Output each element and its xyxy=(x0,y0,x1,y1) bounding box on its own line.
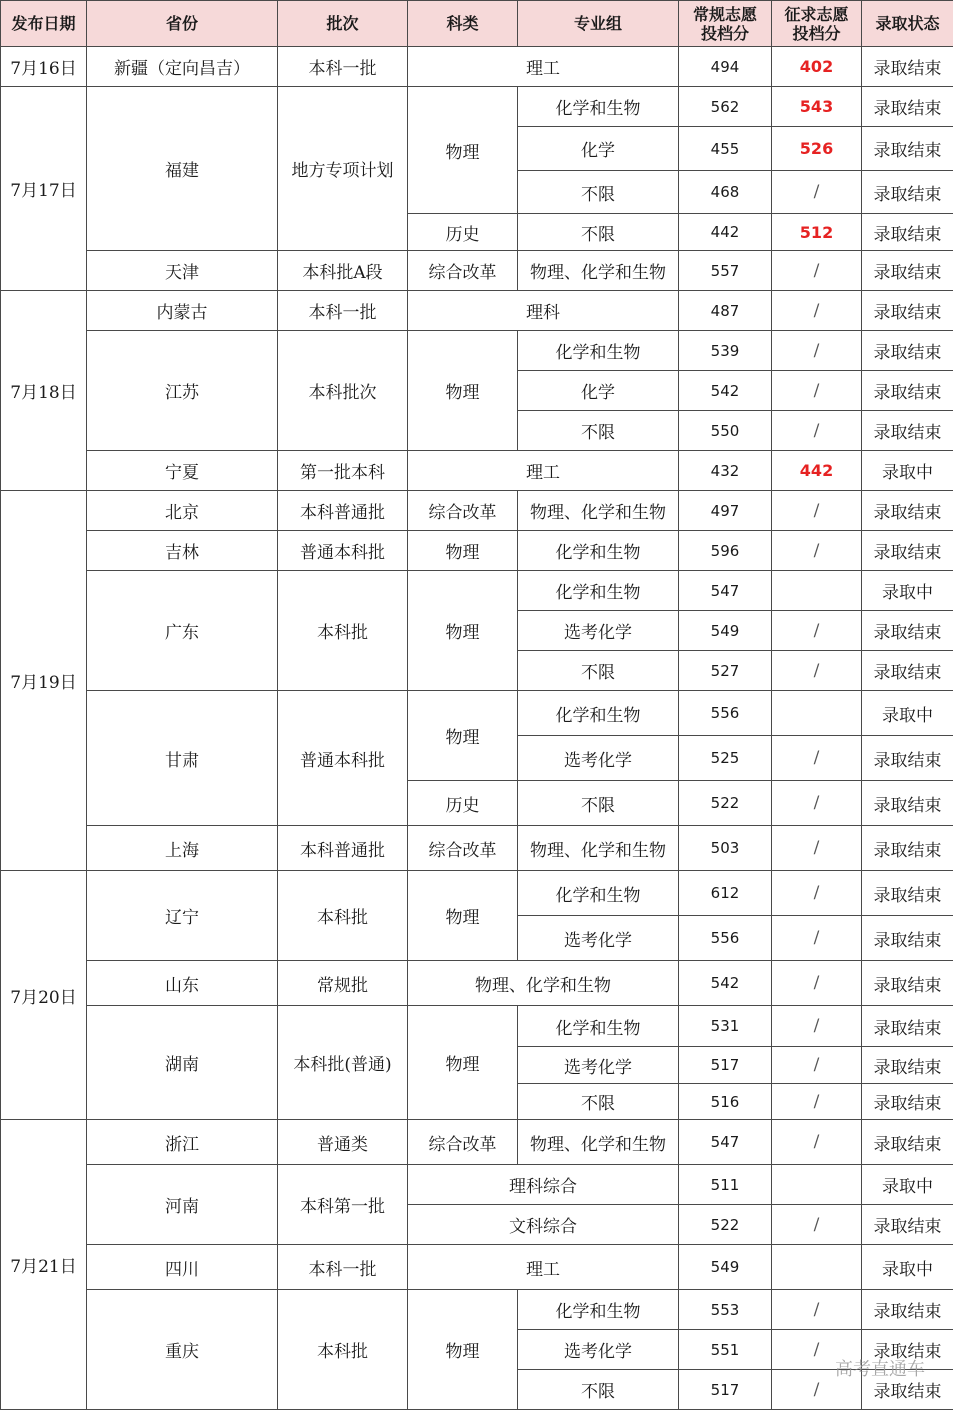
table-cell: 525 xyxy=(679,736,772,781)
table-cell: / xyxy=(772,826,862,871)
table-cell: 录取结束 xyxy=(862,1084,953,1120)
table-cell: 录取结束 xyxy=(862,1330,953,1370)
table-cell: 物理 xyxy=(408,87,518,214)
table-cell: 录取结束 xyxy=(862,781,953,826)
table-cell: 7月18日 xyxy=(1,291,87,491)
table-cell: 7月20日 xyxy=(1,871,87,1120)
table-cell: 吉林 xyxy=(87,531,278,571)
table-cell: 物理、化学和生物 xyxy=(518,826,679,871)
table-cell xyxy=(772,1165,862,1205)
table-cell: 综合改革 xyxy=(408,1120,518,1165)
table-cell: 理科综合 xyxy=(408,1165,679,1205)
table-row xyxy=(1,331,953,371)
table-cell: 本科普通批 xyxy=(278,491,408,531)
table-cell: 不限 xyxy=(518,1084,679,1120)
table-cell: 511 xyxy=(679,1165,772,1205)
table-cell: 新疆（定向昌吉） xyxy=(87,47,278,87)
table-cell: 本科批次 xyxy=(278,331,408,451)
table-cell: 不限 xyxy=(518,781,679,826)
table-cell: 7月17日 xyxy=(1,87,87,291)
table-cell: 517 xyxy=(679,1047,772,1084)
table-cell: 487 xyxy=(679,291,772,331)
table-cell: / xyxy=(772,781,862,826)
header-supp-line1: 征求志愿 xyxy=(772,5,861,24)
header-province: 省份 xyxy=(87,1,278,47)
header-subject: 科类 xyxy=(408,1,518,47)
table-cell: 录取中 xyxy=(862,691,953,736)
table-cell: 录取结束 xyxy=(862,826,953,871)
table-cell: 物理 xyxy=(408,691,518,781)
table-cell: / xyxy=(772,1047,862,1084)
table-cell: 录取结束 xyxy=(862,47,953,87)
header-regular-line1: 常规志愿 xyxy=(679,5,771,24)
table-cell: 北京 xyxy=(87,491,278,531)
table-cell: / xyxy=(772,1084,862,1120)
table-cell: 本科批 xyxy=(278,571,408,691)
table-cell: 物理 xyxy=(408,331,518,451)
table-cell: 综合改革 xyxy=(408,826,518,871)
table-cell: 551 xyxy=(679,1330,772,1370)
table-cell: 542 xyxy=(679,371,772,411)
table-cell: 517 xyxy=(679,1370,772,1410)
table-row xyxy=(1,491,953,531)
table-cell: 四川 xyxy=(87,1245,278,1290)
table-cell: 录取结束 xyxy=(862,331,953,371)
table-cell: 第一批本科 xyxy=(278,451,408,491)
table-cell: / xyxy=(772,491,862,531)
table-cell: 理科 xyxy=(408,291,679,331)
table-cell: 455 xyxy=(679,127,772,171)
table-cell: / xyxy=(772,531,862,571)
header-batch: 批次 xyxy=(278,1,408,47)
table-cell: / xyxy=(772,871,862,916)
table-cell: 468 xyxy=(679,171,772,214)
table-cell: 录取结束 xyxy=(862,411,953,451)
table-row xyxy=(1,1006,953,1047)
table-cell: 录取结束 xyxy=(862,291,953,331)
table-cell: 本科一批 xyxy=(278,291,408,331)
table-row xyxy=(1,1165,953,1205)
table-cell: 化学和生物 xyxy=(518,331,679,371)
table-cell xyxy=(772,691,862,736)
table-cell: 录取结束 xyxy=(862,916,953,961)
table-cell: 福建 xyxy=(87,87,278,251)
table-cell: 本科批 xyxy=(278,871,408,961)
table-cell: 选考化学 xyxy=(518,611,679,651)
table-row xyxy=(1,87,953,127)
table-cell: 526 xyxy=(772,127,862,171)
table-cell: 化学 xyxy=(518,371,679,411)
table-cell: 442 xyxy=(772,451,862,491)
table-cell: 江苏 xyxy=(87,331,278,451)
table-cell: 上海 xyxy=(87,826,278,871)
table-cell: / xyxy=(772,1290,862,1330)
table-cell: 物理、化学和生物 xyxy=(518,251,679,291)
table-cell: 选考化学 xyxy=(518,736,679,781)
table-cell: 录取中 xyxy=(862,571,953,611)
table-cell: / xyxy=(772,1120,862,1165)
table-cell: 录取结束 xyxy=(862,961,953,1006)
table-cell: 化学和生物 xyxy=(518,1006,679,1047)
header-status: 录取状态 xyxy=(862,1,953,47)
header-row xyxy=(1,1,953,47)
table-cell: 不限 xyxy=(518,411,679,451)
table-cell: 不限 xyxy=(518,651,679,691)
table-row xyxy=(1,1290,953,1330)
table-cell: 556 xyxy=(679,916,772,961)
table-cell: 494 xyxy=(679,47,772,87)
table-cell: 7月19日 xyxy=(1,491,87,871)
table-cell: 选考化学 xyxy=(518,1047,679,1084)
table-cell xyxy=(772,1245,862,1290)
table-cell: / xyxy=(772,1370,862,1410)
table-cell: 理工 xyxy=(408,451,679,491)
table-cell: 录取结束 xyxy=(862,1290,953,1330)
table-cell: 549 xyxy=(679,1245,772,1290)
table-cell: 7月21日 xyxy=(1,1120,87,1410)
table-cell: 文科综合 xyxy=(408,1205,679,1245)
table-cell: 本科一批 xyxy=(278,1245,408,1290)
table-row xyxy=(1,961,953,1006)
table-row xyxy=(1,571,953,611)
table-cell: 547 xyxy=(679,571,772,611)
table-cell: 理工 xyxy=(408,1245,679,1290)
table-cell: 不限 xyxy=(518,171,679,214)
table-cell: 化学和生物 xyxy=(518,691,679,736)
header-regular-score xyxy=(679,1,772,47)
table-row xyxy=(1,871,953,916)
table-cell: 录取结束 xyxy=(862,651,953,691)
header-date: 发布日期 xyxy=(1,1,87,47)
table-cell: 596 xyxy=(679,531,772,571)
header-group: 专业组 xyxy=(518,1,679,47)
header-supplementary-score xyxy=(772,1,862,47)
table-cell: / xyxy=(772,651,862,691)
table-cell: 普通本科批 xyxy=(278,531,408,571)
table-row xyxy=(1,691,953,736)
table-cell: 497 xyxy=(679,491,772,531)
table-cell: 录取结束 xyxy=(862,251,953,291)
table-cell: 549 xyxy=(679,611,772,651)
table-cell: 本科第一批 xyxy=(278,1165,408,1245)
table-cell: 本科批A段 xyxy=(278,251,408,291)
table-cell: 7月16日 xyxy=(1,47,87,87)
table-row xyxy=(1,251,953,291)
table-cell: 录取结束 xyxy=(862,611,953,651)
table-cell: 录取中 xyxy=(862,451,953,491)
table-cell: 本科普通批 xyxy=(278,826,408,871)
table-cell: 山东 xyxy=(87,961,278,1006)
table-cell: 不限 xyxy=(518,214,679,251)
table-row xyxy=(1,531,953,571)
table-cell: 562 xyxy=(679,87,772,127)
header-regular-line2: 投档分 xyxy=(679,24,771,43)
table-cell: 542 xyxy=(679,961,772,1006)
table-cell: 辽宁 xyxy=(87,871,278,961)
table-cell: 录取结束 xyxy=(862,1120,953,1165)
table-cell: 录取中 xyxy=(862,1245,953,1290)
table-cell: 录取结束 xyxy=(862,371,953,411)
table-cell: 442 xyxy=(679,214,772,251)
table-cell: 化学和生物 xyxy=(518,87,679,127)
table-cell: 化学和生物 xyxy=(518,571,679,611)
table-body xyxy=(1,47,953,1410)
table-cell: 录取结束 xyxy=(862,87,953,127)
table-cell: 化学和生物 xyxy=(518,1290,679,1330)
table-cell: 湖南 xyxy=(87,1006,278,1120)
table-cell: 539 xyxy=(679,331,772,371)
table-row xyxy=(1,451,953,491)
table-cell: 612 xyxy=(679,871,772,916)
table-cell: 录取结束 xyxy=(862,127,953,171)
table-cell: 普通本科批 xyxy=(278,691,408,826)
table-cell: 录取结束 xyxy=(862,214,953,251)
table-cell: 化学 xyxy=(518,127,679,171)
table-cell: 物理、化学和生物 xyxy=(518,1120,679,1165)
table-cell: 553 xyxy=(679,1290,772,1330)
table-cell: 录取结束 xyxy=(862,1370,953,1410)
table-cell: 录取结束 xyxy=(862,491,953,531)
table-cell: 531 xyxy=(679,1006,772,1047)
table-cell: 本科批 xyxy=(278,1290,408,1410)
table-cell: 录取结束 xyxy=(862,1006,953,1047)
table-cell: 录取结束 xyxy=(862,871,953,916)
table-cell: 选考化学 xyxy=(518,1330,679,1370)
table-cell: 527 xyxy=(679,651,772,691)
table-cell: / xyxy=(772,1205,862,1245)
table-cell: 天津 xyxy=(87,251,278,291)
table-cell: 物理 xyxy=(408,1290,518,1410)
table-cell: 理工 xyxy=(408,47,679,87)
table-row xyxy=(1,47,953,87)
table-cell: 录取结束 xyxy=(862,1205,953,1245)
table-cell: 录取结束 xyxy=(862,736,953,781)
table-cell: 地方专项计划 xyxy=(278,87,408,251)
table-cell: 547 xyxy=(679,1120,772,1165)
table-cell: / xyxy=(772,916,862,961)
table-cell: 522 xyxy=(679,781,772,826)
table-cell: / xyxy=(772,611,862,651)
table-cell: / xyxy=(772,736,862,781)
table-cell: 432 xyxy=(679,451,772,491)
table-cell: 522 xyxy=(679,1205,772,1245)
table-cell: 本科批(普通) xyxy=(278,1006,408,1120)
table-row xyxy=(1,291,953,331)
table-cell: / xyxy=(772,961,862,1006)
table-cell: 556 xyxy=(679,691,772,736)
table-cell: 557 xyxy=(679,251,772,291)
watermark: 高考直通车 xyxy=(835,1355,925,1381)
table-cell: 物理 xyxy=(408,571,518,691)
table-cell: 物理、化学和生物 xyxy=(518,491,679,531)
table-cell: / xyxy=(772,291,862,331)
table-cell: 综合改革 xyxy=(408,491,518,531)
table-cell: 甘肃 xyxy=(87,691,278,826)
table-cell: / xyxy=(772,411,862,451)
table-cell: 化学和生物 xyxy=(518,531,679,571)
table-cell: / xyxy=(772,371,862,411)
table-cell: 广东 xyxy=(87,571,278,691)
table-cell: 历史 xyxy=(408,781,518,826)
table-cell: 录取结束 xyxy=(862,1047,953,1084)
table-cell: 物理 xyxy=(408,871,518,961)
table-cell: 物理、化学和生物 xyxy=(408,961,679,1006)
table-cell: 化学和生物 xyxy=(518,871,679,916)
table-cell: 512 xyxy=(772,214,862,251)
table-cell: 常规批 xyxy=(278,961,408,1006)
table-cell: 516 xyxy=(679,1084,772,1120)
table-cell: 550 xyxy=(679,411,772,451)
table-cell: 不限 xyxy=(518,1370,679,1410)
table-cell xyxy=(772,571,862,611)
table-cell: 543 xyxy=(772,87,862,127)
table-cell: 本科一批 xyxy=(278,47,408,87)
table-cell: 录取中 xyxy=(862,1165,953,1205)
table-cell: 重庆 xyxy=(87,1290,278,1410)
table-cell: 选考化学 xyxy=(518,916,679,961)
table-cell: 宁夏 xyxy=(87,451,278,491)
table-row xyxy=(1,1245,953,1290)
table-cell: 浙江 xyxy=(87,1120,278,1165)
table-cell: / xyxy=(772,251,862,291)
table-cell: / xyxy=(772,171,862,214)
header-supp-line2: 投档分 xyxy=(772,24,861,43)
table-cell: 402 xyxy=(772,47,862,87)
table-row xyxy=(1,1120,953,1165)
table-cell: 503 xyxy=(679,826,772,871)
table-cell: 物理 xyxy=(408,1006,518,1120)
table-cell: 历史 xyxy=(408,214,518,251)
table-cell: 内蒙古 xyxy=(87,291,278,331)
table-cell: 河南 xyxy=(87,1165,278,1245)
table-cell: 物理 xyxy=(408,531,518,571)
table-cell: 综合改革 xyxy=(408,251,518,291)
table-cell: 普通类 xyxy=(278,1120,408,1165)
table-cell: 录取结束 xyxy=(862,531,953,571)
table-cell: / xyxy=(772,1330,862,1370)
table-cell: / xyxy=(772,331,862,371)
table-row xyxy=(1,826,953,871)
table-cell: 录取结束 xyxy=(862,171,953,214)
table-cell: / xyxy=(772,1006,862,1047)
